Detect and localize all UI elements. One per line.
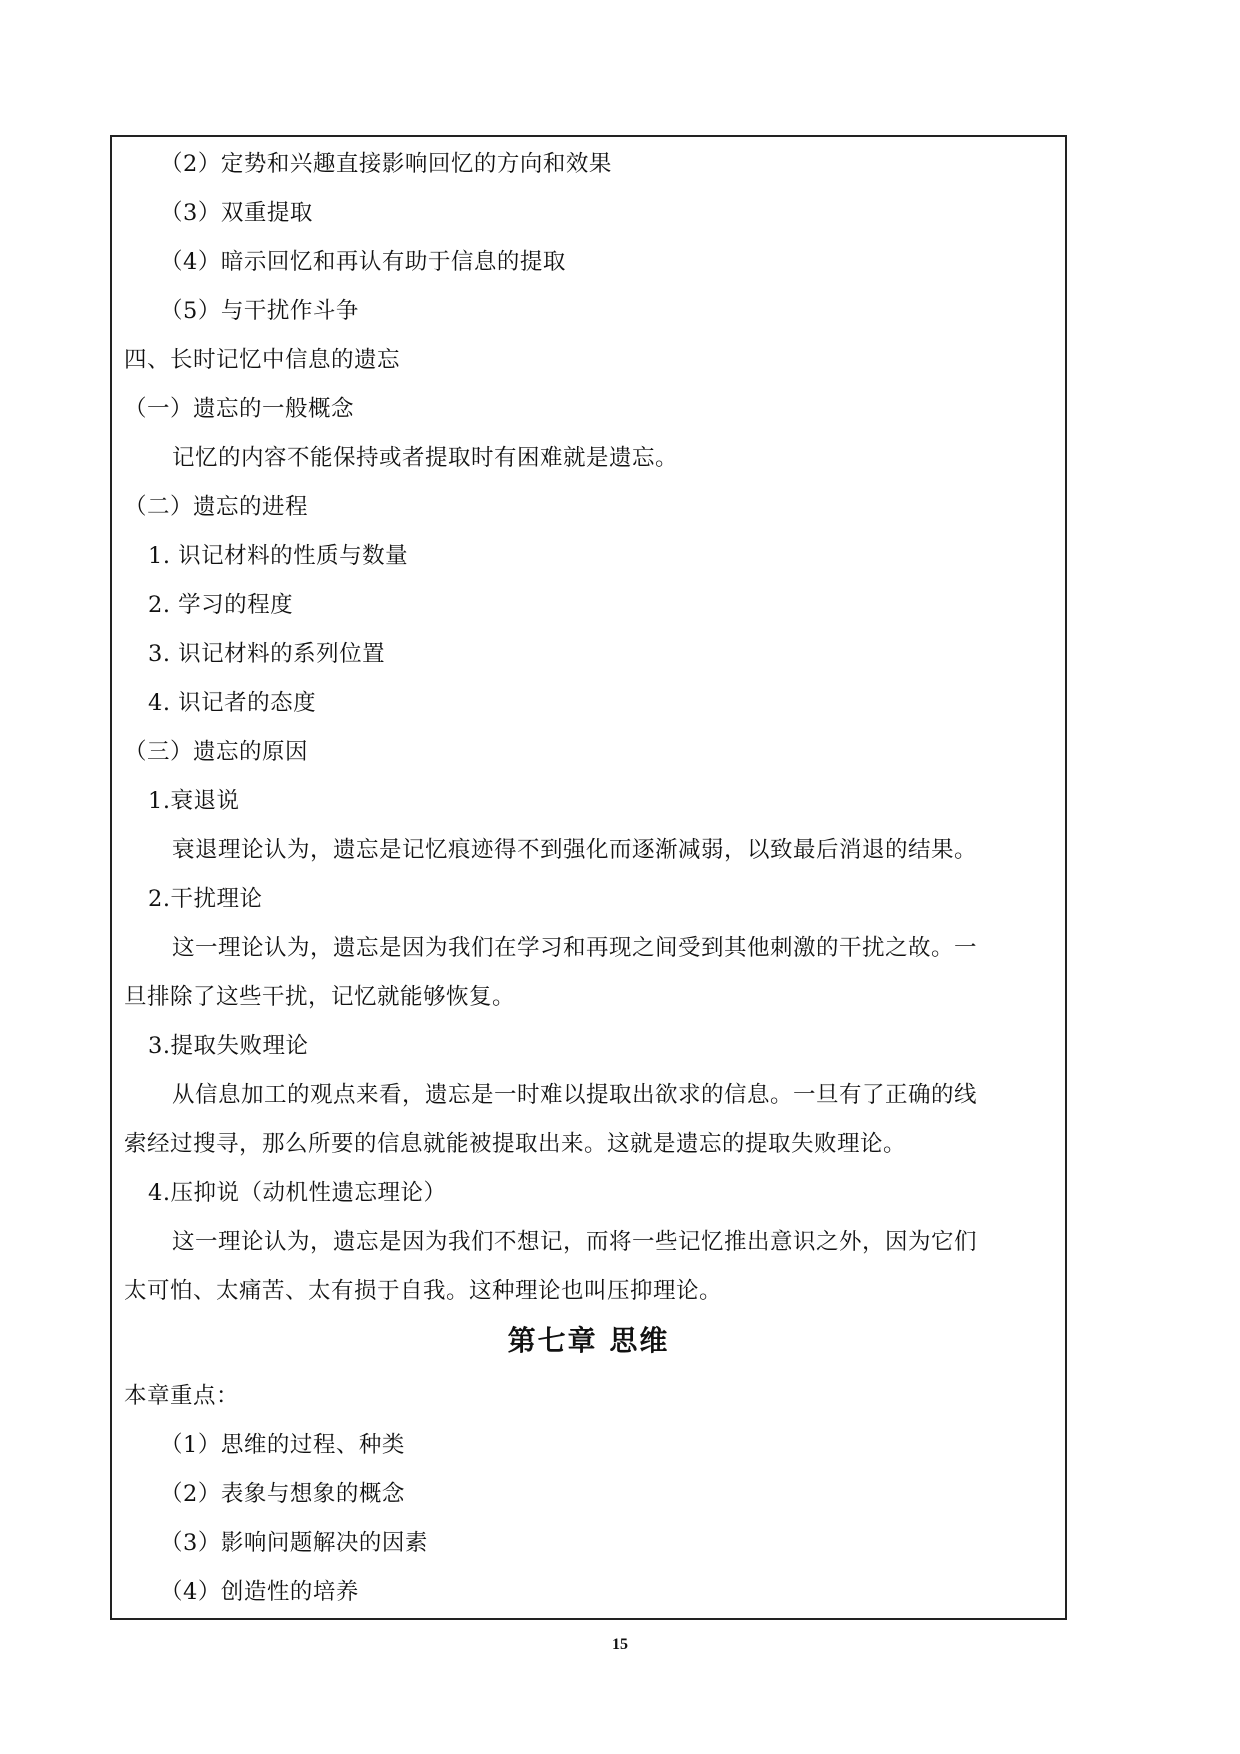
key-point-item: （1）思维的过程、种类: [160, 1432, 405, 1458]
list-item: 1.衰退说: [148, 788, 240, 814]
list-item: 3.提取失败理论: [148, 1033, 309, 1059]
chapter-title: 第七章 思维: [507, 1324, 670, 1357]
list-item: 4. 识记者的态度: [148, 690, 317, 716]
text-line: 索经过搜寻，那么所要的信息就能被提取出来。这就是遗忘的提取失败理论。: [124, 1131, 907, 1157]
text-line: （4）暗示回忆和再认有助于信息的提取: [160, 249, 566, 275]
list-item: 1. 识记材料的性质与数量: [148, 543, 409, 569]
list-item: 4.压抑说（动机性遗忘理论）: [148, 1180, 447, 1206]
text-line: （2）定势和兴趣直接影响回忆的方向和效果: [160, 151, 612, 177]
subsection-heading: （二）遗忘的进程: [124, 494, 309, 520]
list-item: 2. 学习的程度: [148, 592, 294, 618]
text-line: （3）双重提取: [160, 200, 313, 226]
text-line: （5）与干扰作斗争: [160, 298, 359, 324]
subsection-heading: （三）遗忘的原因: [124, 739, 309, 765]
key-point-item: （2）表象与想象的概念: [160, 1481, 405, 1507]
subsection-heading: （一）遗忘的一般概念: [124, 396, 355, 422]
text-line: 记忆的内容不能保持或者提取时有困难就是遗忘。: [172, 445, 679, 471]
text-line: 衰退理论认为，遗忘是记忆痕迹得不到强化而逐渐减弱，以致最后消退的结果。: [172, 837, 978, 863]
content-frame: [110, 135, 1067, 1620]
text-line: 这一理论认为，遗忘是因为我们不想记，而将一些记忆推出意识之外，因为它们: [172, 1229, 978, 1255]
text-line: 太可怕、太痛苦、太有损于自我。这种理论也叫压抑理论。: [124, 1278, 723, 1304]
text-line: 旦排除了这些干扰，记忆就能够恢复。: [124, 984, 516, 1010]
page-number: 15: [612, 1636, 628, 1653]
text-line: 从信息加工的观点来看，遗忘是一时难以提取出欲求的信息。一旦有了正确的线: [172, 1082, 978, 1108]
text-line: 这一理论认为，遗忘是因为我们在学习和再现之间受到其他刺激的干扰之故。一: [172, 935, 978, 961]
key-point-item: （4）创造性的培养: [160, 1579, 359, 1605]
section-heading: 四、长时记忆中信息的遗忘: [124, 347, 401, 373]
key-points-heading: 本章重点：: [124, 1383, 240, 1409]
key-point-item: （3）影响问题解决的因素: [160, 1530, 428, 1556]
list-item: 3. 识记材料的系列位置: [148, 641, 386, 667]
list-item: 2.干扰理论: [148, 886, 263, 912]
